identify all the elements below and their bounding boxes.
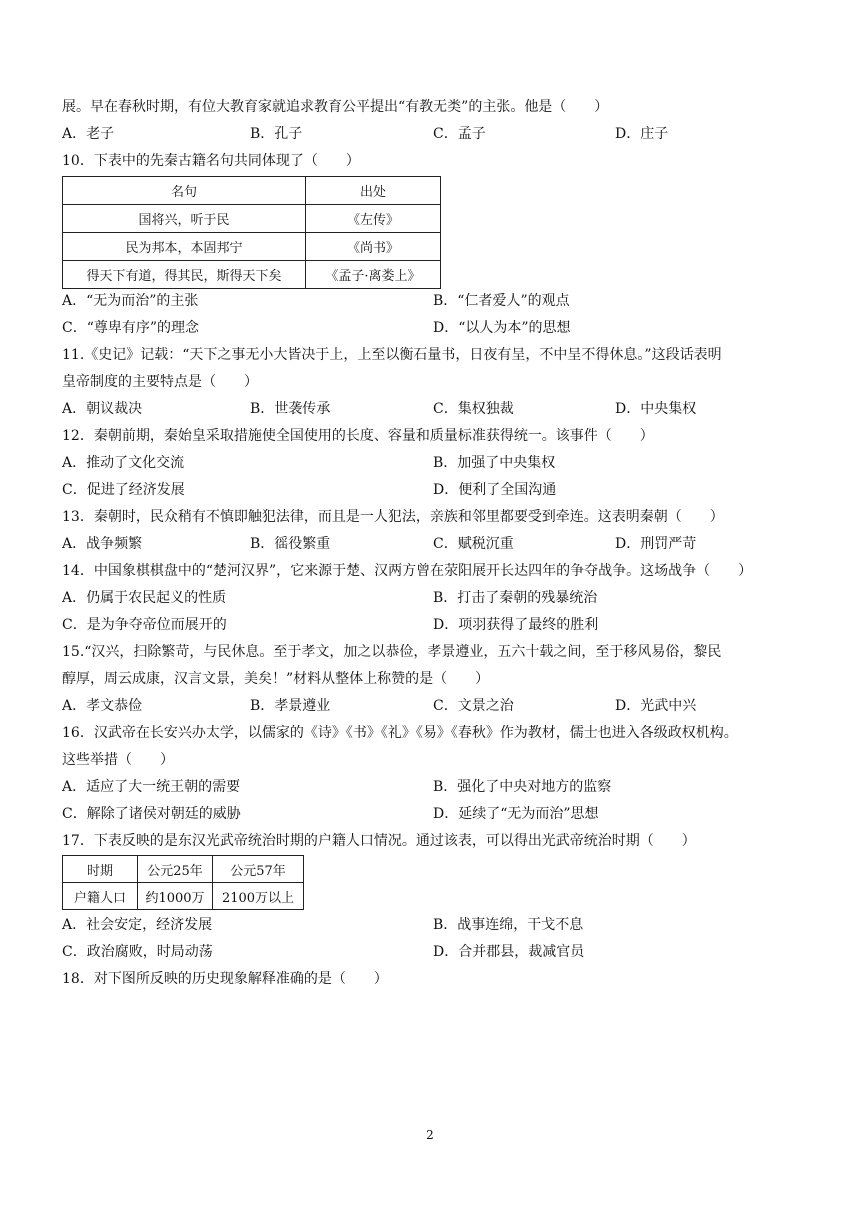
table-row	[63, 883, 304, 910]
table-row	[63, 177, 441, 205]
q11-option-c: C．集权独裁	[433, 401, 514, 417]
q12-option-c: C．促进了经济发展	[62, 482, 185, 498]
q16-stem: 16．汉武帝在长安兴办太学，以儒家的《诗》《书》《礼》《易》《春秋》作为教材，儒士也进入各级政权机构。	[62, 725, 738, 741]
q10-option-b: B．“仁者爱人”的观点	[433, 293, 570, 309]
q13-stem: 13．秦朝时，民众稍有不慎即触犯法律，而且是一人犯法，亲族和邻里都要受到牵连。这表明秦朝（ ）	[62, 509, 724, 525]
q17-table	[62, 855, 304, 910]
table-cell: 《孟子·离娄上》	[306, 261, 441, 289]
q17-option-d: D．合并郡县，裁减官员	[433, 944, 585, 960]
q16-stem-cont: 这些举措（ ）	[62, 752, 174, 768]
table-row	[63, 856, 304, 883]
table-cell: 《左传》	[306, 205, 441, 233]
table-cell: 2100万以上	[213, 883, 304, 910]
table-header: 时期	[63, 856, 138, 883]
q12-option-b: B．加强了中央集权	[433, 455, 556, 471]
table-cell: 《尚书》	[306, 233, 441, 261]
q17-option-c: C．政治腐败，时局动荡	[62, 944, 213, 960]
q16-option-c: C．解除了诸侯对朝廷的威胁	[62, 806, 241, 822]
q15-stem-cont: 醇厚，周云成康，汉言文景，美矣！”材料从整体上称赞的是（ ）	[62, 671, 490, 687]
table-cell: 户籍人口	[63, 883, 138, 910]
q11-stem: 11.《史记》记载：“天下之事无小大皆决于上，上至以衡石量书，日夜有呈，不中呈不得休息。”这段话表明	[62, 347, 722, 363]
table-row	[63, 233, 441, 261]
page-number: 2	[426, 1128, 434, 1142]
q12-option-a: A．推动了文化交流	[62, 455, 185, 471]
table-header: 出处	[306, 177, 441, 205]
q17-option-a: A．社会安定，经济发展	[62, 917, 213, 933]
q18-stem: 18．对下图所反映的历史现象解释准确的是（ ）	[62, 971, 388, 987]
q14-option-b: B．打击了秦朝的残暴统治	[433, 590, 598, 606]
q9-option-a: A．老子	[62, 126, 115, 142]
q10-option-c: C．“尊卑有序”的理念	[62, 320, 200, 336]
q13-option-c: C．赋税沉重	[433, 536, 514, 552]
q13-option-d: D．刑罚严苛	[615, 536, 697, 552]
q10-stem: 10．下表中的先秦古籍名句共同体现了（ ）	[62, 153, 360, 169]
q14-option-a: A．仍属于农民起义的性质	[62, 590, 227, 606]
q16-option-a: A．适应了大一统王朝的需要	[62, 779, 241, 795]
q9-option-c: C．孟子	[433, 126, 486, 142]
table-row	[63, 205, 441, 233]
table-cell: 国将兴，听于民	[63, 205, 306, 233]
q11-stem-cont: 皇帝制度的主要特点是（ ）	[62, 374, 258, 390]
q9-stem: 展。早在春秋时期，有位大教育家就追求教育公平提出“有教无类”的主张。他是（ ）	[62, 99, 609, 115]
q15-option-d: D．光武中兴	[615, 698, 697, 714]
q16-option-b: B．强化了中央对地方的监察	[433, 779, 612, 795]
table-cell: 约1000万	[138, 883, 213, 910]
q17-option-b: B．战事连绵，干戈不息	[433, 917, 584, 933]
q10-option-d: D．“以人为本”的思想	[433, 320, 571, 336]
table-header: 公元25年	[138, 856, 213, 883]
table-row	[63, 261, 441, 289]
q16-option-d: D．延续了“无为而治”思想	[433, 806, 599, 822]
table-cell: 得天下有道，得其民，斯得天下矣	[63, 261, 306, 289]
q15-option-b: B．孝景遵业	[250, 698, 331, 714]
q15-option-c: C．文景之治	[433, 698, 514, 714]
q14-option-d: D．项羽获得了最终的胜利	[433, 617, 599, 633]
q11-option-d: D．中央集权	[615, 401, 697, 417]
q11-option-a: A．朝议裁决	[62, 401, 143, 417]
q12-option-d: D．便利了全国沟通	[433, 482, 557, 498]
q9-option-d: D．庄子	[615, 126, 669, 142]
q9-option-b: B．孔子	[250, 126, 303, 142]
table-cell: 民为邦本，本固邦宁	[63, 233, 306, 261]
table-header: 名句	[63, 177, 306, 205]
q13-option-a: A．战争频繁	[62, 536, 143, 552]
q17-stem: 17．下表反映的是东汉光武帝统治时期的户籍人口情况。通过该表，可以得出光武帝统治时期（ ）	[62, 833, 696, 849]
q14-stem: 14．中国象棋棋盘中的“楚河汉界”，它来源于楚、汉两方曾在荥阳展开长达四年的争夺战争。这场战争（ ）	[62, 563, 753, 579]
table-header: 公元57年	[213, 856, 304, 883]
q15-stem: 15.“汉兴，扫除繁苛，与民休息。至于孝文，加之以恭俭，孝景遵业，五六十载之间，至于移风易俗，黎民	[62, 644, 722, 660]
q10-option-a: A．“无为而治”的主张	[62, 293, 199, 309]
q13-option-b: B．徭役繁重	[250, 536, 331, 552]
q15-option-a: A．孝文恭俭	[62, 698, 143, 714]
q14-option-c: C．是为争夺帝位而展开的	[62, 617, 227, 633]
q10-table	[62, 176, 441, 289]
q12-stem: 12．秦朝前期，秦始皇采取措施使全国使用的长度、容量和质量标准获得统一。该事件（ ）	[62, 428, 654, 444]
q11-option-b: B．世袭传承	[250, 401, 331, 417]
